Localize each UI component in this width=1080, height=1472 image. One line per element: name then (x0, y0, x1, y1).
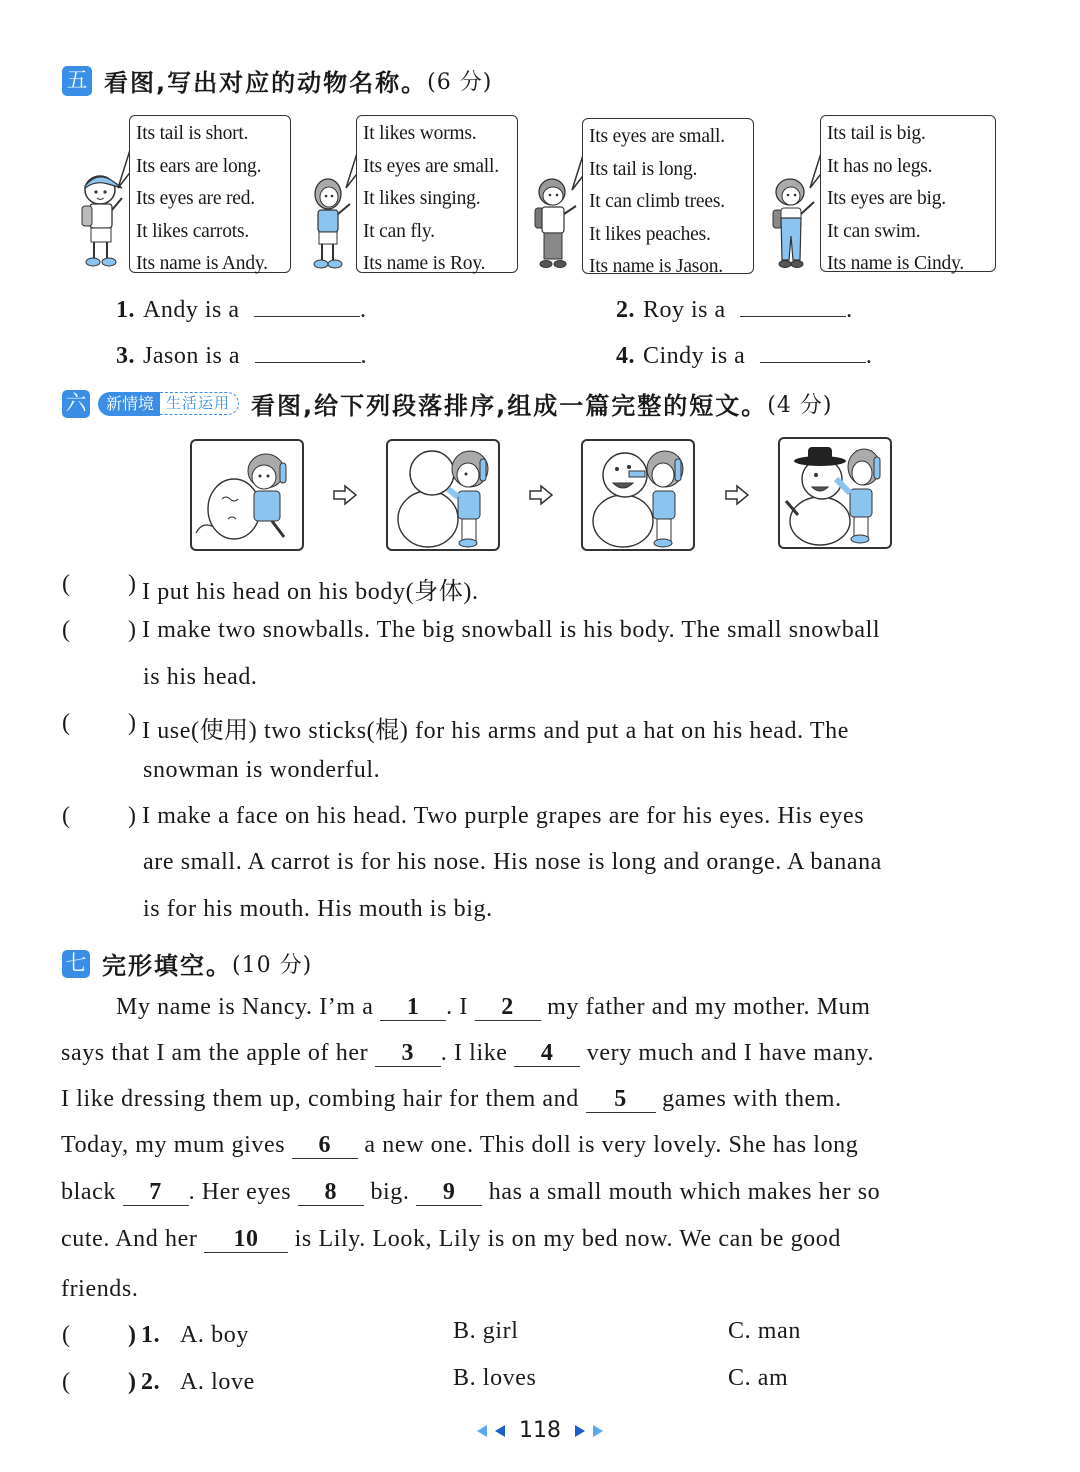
sentence-text: I use(使用) two sticks(棍) for his arms and put a hat on his head. The (142, 718, 849, 744)
question-number: 1. (116, 297, 135, 323)
passage-text: a new one. This doll is very lovely. She has long (364, 1132, 859, 1158)
question-2 (616, 292, 853, 324)
sentence-text: I put his head on his body(身体). (142, 579, 479, 605)
cloze-blank-7[interactable]: 7 (123, 1180, 189, 1206)
passage-text: very much and I have many. (586, 1040, 875, 1066)
period: . (360, 343, 367, 369)
speech-bubble (820, 115, 996, 272)
clue-line: Its tail is long. (589, 158, 698, 180)
picture-finished-snowman (778, 437, 892, 549)
passage-text: . I like (440, 1040, 508, 1066)
passage-text: cute. And her (61, 1226, 198, 1252)
period: . (846, 297, 853, 323)
picture-rolling-snowball (190, 439, 304, 551)
option-b[interactable]: B. loves (453, 1365, 537, 1391)
clue-line: It can swim. (827, 220, 921, 242)
sentence-text: are small. A carrot is for his nose. His nose is long and orange. A banana (143, 849, 882, 875)
arrow-right-icon (724, 484, 750, 506)
section-7-header (62, 946, 312, 981)
passage-text: games with them. (662, 1086, 842, 1112)
section-5-title: 看图,写出对应的动物名称。 (104, 69, 428, 97)
sentence-text: snowman is wonderful. (143, 757, 381, 783)
question-text: Jason is a (143, 343, 240, 369)
answer-paren[interactable]: ( (62, 803, 70, 829)
passage-line (61, 1276, 138, 1303)
context-tag (98, 392, 239, 416)
cloze-blank-6[interactable]: 6 (292, 1133, 358, 1159)
cloze-blank-9[interactable]: 9 (416, 1180, 482, 1206)
page-footer (0, 1418, 1080, 1443)
question-number: 4. (616, 343, 635, 369)
next-page-light-icon[interactable] (591, 1424, 605, 1438)
answer-paren[interactable]: ( (62, 710, 70, 736)
cloze-blank-4[interactable]: 4 (514, 1041, 580, 1067)
clue-line: Its eyes are red. (136, 188, 255, 209)
answer-blank[interactable] (740, 292, 846, 317)
passage-text: Today, my mum gives (61, 1132, 286, 1158)
passage-text: black (61, 1179, 116, 1205)
question-text: Andy is a (143, 297, 240, 323)
answer-paren[interactable]: ( (62, 1322, 71, 1348)
arrow-right-icon (332, 484, 358, 506)
tag-new-context: 新情境 (98, 392, 160, 416)
answer-blank[interactable] (255, 338, 361, 363)
section-6-score: (4 分) (767, 393, 833, 418)
answer-paren-close: ) (128, 803, 136, 829)
sentence-text: is his head. (143, 664, 258, 690)
picture-making-face (581, 439, 695, 551)
clue-line: Its eyes are small. (363, 155, 499, 177)
question-text: Roy is a (643, 297, 726, 323)
passage-text: my father and my mother. Mum (547, 994, 871, 1020)
clue-line: Its tail is big. (827, 123, 926, 144)
period: . (360, 297, 367, 323)
option-number: 1. (141, 1322, 161, 1348)
question-1 (116, 292, 367, 324)
clue-line: Its eyes are small. (589, 126, 725, 147)
passage-text: is Lily. Look, Lily is on my bed now. We can be good (294, 1226, 841, 1252)
cloze-blank-8[interactable]: 8 (298, 1180, 364, 1206)
cloze-blank-5[interactable]: 5 (586, 1087, 656, 1113)
passage-text: . I (446, 994, 468, 1020)
section-5-header (62, 63, 492, 98)
option-a[interactable]: A. boy (180, 1322, 249, 1348)
option-c[interactable]: C. man (728, 1318, 801, 1344)
clue-line: Its name is Cindy. (827, 253, 965, 274)
sentence-text: I make two snowballs. The big snowball is his body. The small snowball (142, 617, 881, 643)
prev-page-light-icon[interactable] (475, 1424, 489, 1438)
passage-line (61, 1132, 858, 1159)
answer-paren-close: ) (128, 617, 136, 643)
section-6-badge: 六 (62, 390, 90, 418)
answer-paren-close: ) (128, 710, 136, 736)
prev-page-icon[interactable] (493, 1424, 507, 1438)
option-b[interactable]: B. girl (453, 1318, 519, 1344)
question-number: 3. (116, 343, 135, 369)
answer-paren[interactable]: ( (62, 571, 70, 597)
passage-text: says that I am the apple of her (61, 1040, 369, 1066)
passage-text: . Her eyes (188, 1179, 292, 1205)
section-6-title: 看图,给下列段落排序,组成一篇完整的短文。 (251, 392, 768, 420)
passage-text: has a small mouth which makes her so (488, 1179, 881, 1205)
passage-line (116, 994, 871, 1021)
clue-line: It likes singing. (363, 188, 481, 209)
passage-line (61, 1179, 880, 1206)
passage-text: big. (370, 1179, 410, 1205)
clue-line: Its eyes are big. (827, 188, 946, 209)
speech-bubble (356, 115, 518, 273)
clue-line: Its name is Roy. (363, 253, 486, 274)
clue-line: It likes peaches. (589, 223, 711, 245)
clue-line: It can fly. (363, 220, 435, 242)
question-4 (616, 338, 872, 370)
cloze-blank-10[interactable]: 10 (204, 1227, 288, 1253)
speech-bubble (582, 118, 754, 277)
passage-line (61, 1226, 841, 1253)
passage-line (61, 1086, 842, 1113)
clue-line: It likes worms. (363, 123, 477, 144)
answer-blank[interactable] (760, 338, 866, 363)
cloze-blank-2[interactable]: 2 (475, 995, 541, 1021)
section-5-badge: 五 (62, 66, 92, 96)
section-7-score: (10 分) (232, 953, 313, 978)
section-6-header (62, 386, 832, 421)
clue-line: It has no legs. (827, 155, 933, 177)
page-number: 118 (519, 1418, 561, 1443)
answer-paren[interactable]: ( (62, 617, 70, 643)
clue-line: Its name is Andy. (136, 253, 268, 274)
tag-life-application: 生活运用 (160, 392, 239, 415)
cloze-blank-1[interactable]: 1 (380, 995, 446, 1021)
passage-text: My name is Nancy. I’m a (116, 994, 374, 1020)
paren-close: ) (128, 1322, 137, 1348)
next-page-icon[interactable] (573, 1424, 587, 1438)
sentence-text: is for his mouth. His mouth is big. (143, 896, 493, 922)
speech-bubble (129, 115, 291, 273)
passage-text: friends. (61, 1276, 139, 1302)
period: . (865, 343, 873, 369)
answer-paren[interactable]: ( (62, 1369, 71, 1395)
option-number: 2. (141, 1369, 161, 1395)
question-3 (116, 338, 367, 370)
option-a[interactable]: A. love (180, 1369, 255, 1395)
section-7-badge: 七 (62, 950, 90, 978)
clue-line: Its ears are long. (136, 155, 262, 177)
passage-line (61, 1040, 874, 1067)
cloze-blank-3[interactable]: 3 (375, 1041, 441, 1067)
section-7-title: 完形填空。 (102, 952, 232, 980)
sentence-text: I make a face on his head. Two purple grapes are for his eyes. His eyes (142, 803, 865, 829)
question-number: 2. (616, 297, 635, 323)
paren-close: ) (128, 1369, 137, 1395)
answer-paren-close: ) (128, 571, 136, 597)
option-c[interactable]: C. am (728, 1365, 789, 1391)
arrow-right-icon (528, 484, 554, 506)
clue-line: Its name is Jason. (589, 256, 723, 277)
clue-line: It likes carrots. (136, 220, 250, 242)
clue-line: It can climb trees. (589, 191, 725, 212)
answer-blank[interactable] (254, 292, 360, 317)
section-5-score: (6 分) (427, 70, 493, 95)
picture-stacking-snowballs (386, 439, 500, 551)
passage-text: I like dressing them up, combing hair for them and (61, 1086, 579, 1112)
question-text: Cindy is a (643, 343, 746, 369)
clue-line: Its tail is short. (136, 123, 249, 144)
